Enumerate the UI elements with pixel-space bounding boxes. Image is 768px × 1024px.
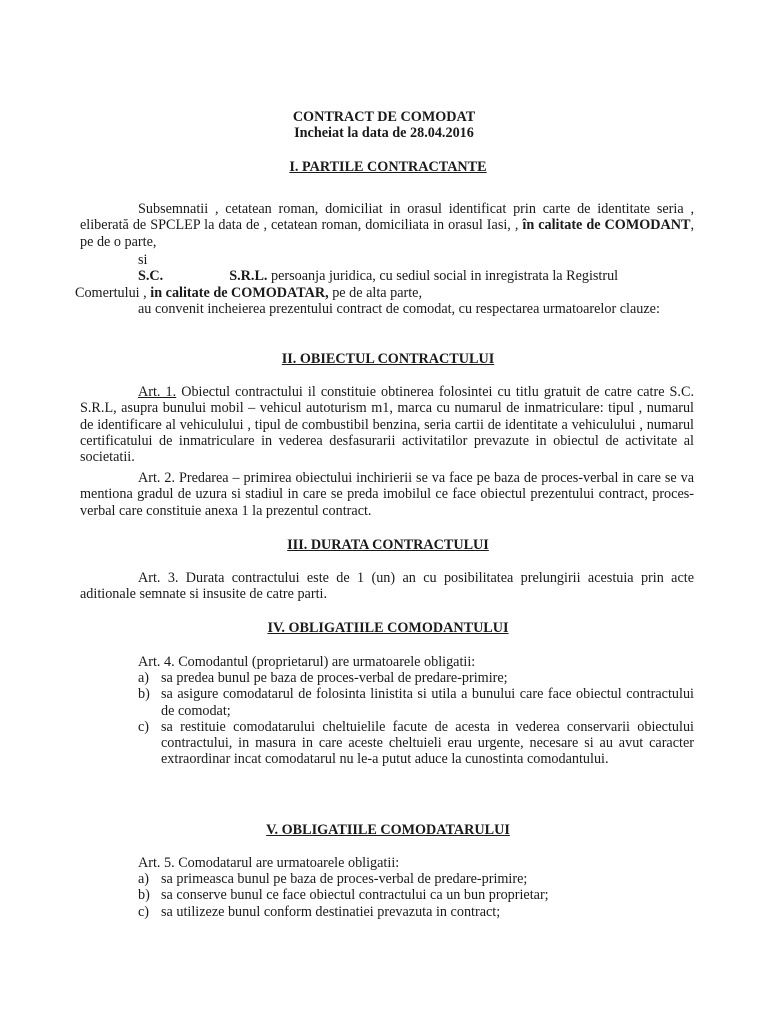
list-item-text: sa predea bunul pe baza de proces-verbal de predare-primire; xyxy=(161,670,508,686)
comodant-end: , pe de o parte, xyxy=(80,217,694,250)
article-1 xyxy=(80,384,694,465)
article-1-text: Obiectul contractului il constituie obtinerea folosintei cu titlu gratuit de catre catre S.C. S.R.L, asupra bunului mobil – vehicul autoturism m1, marca cu numarul de inmatriculare: tipul , numarul de identificare al vehiculului , tipul de combustibil benzina, seria cartii de identitate a vehiculului , numarul certificatului de inmatriculare in vederea desfasurarii activitatilor prevazute in obiectul de activitate al societatii. xyxy=(80,384,694,466)
srl-label: S.R.L. xyxy=(229,268,268,284)
list-marker: a) xyxy=(138,670,150,686)
comodatar-end: pe de alta parte, xyxy=(328,285,423,301)
list-marker: b) xyxy=(138,887,150,904)
section-1-heading: I. PARTILE CONTRACTANTE xyxy=(289,159,487,175)
list-item-text: sa asigure comodatarul de folosinta linistita si utila a bunului care face obiectul contractului de comodat; xyxy=(161,686,694,719)
contract-date: Incheiat la data de 28.04.2016 xyxy=(294,125,474,141)
comodatar-line-1 xyxy=(138,268,713,284)
comodant-obligations-list xyxy=(138,670,694,768)
agreement-paragraph: au convenit incheierea prezentului contract de comodat, cu respectarea urmatoarelor clauze: xyxy=(138,301,660,317)
section-4-heading: IV. OBLIGATIILE COMODANTULUI xyxy=(267,620,509,636)
parties-paragraph-comodant xyxy=(80,201,694,250)
article-5-intro: Art. 5. Comodatarul are urmatoarele obligatii: xyxy=(138,855,400,871)
article-4-intro: Art. 4. Comodantul (proprietarul) are urmatoarele obligatii: xyxy=(138,654,476,670)
conjunction-si: si xyxy=(138,252,148,268)
contract-title: CONTRACT DE COMODAT xyxy=(292,109,476,125)
list-item-text: sa restituie comodatarului cheltuielile facute de acesta in vederea conservarii obiectului contractului, in masura in care aceste cheltuieli erau urgente, necesare si au avut caracter extraordinar incat comodatarul nu le-a putut aduce la cunostinta comodantului. xyxy=(161,718,694,768)
comodant-role: în calitate de COMODANT xyxy=(522,217,691,234)
article-2: Art. 2. Predarea – primirea obiectului inchirierii se va face pe baza de proces-verbal in care se va mentiona gradul de uzura si stadiul in care se preda imobilul ce face obiectul prezentului contract, proces-verbal care constituie anexa 1 la prezentul contract. xyxy=(80,470,694,519)
section-2-heading: II. OBIECTUL CONTRACTULUI xyxy=(281,351,495,367)
list-item xyxy=(138,670,694,686)
list-marker: c) xyxy=(138,718,150,735)
list-item xyxy=(138,904,694,920)
article-3: Art. 3. Durata contractului este de 1 (un) an cu posibilitatea prelungirii acestuia prin acte aditionale semnate si insusite de catre parti. xyxy=(80,570,694,603)
comodant-text: Subsemnatii , cetatean roman, domiciliat in orasul identificat prin carte de identitate seria , eliberată de SPCLEP la data de , cetatean roman, domiciliata in orasul Iasi, , xyxy=(80,201,694,234)
section-5-heading: V. OBLIGATIILE COMODATARULUI xyxy=(266,822,510,838)
sc-label: S.C. xyxy=(138,268,164,284)
list-item xyxy=(138,686,694,719)
section-3-heading: III. DURATA CONTRACTULUI xyxy=(287,537,489,553)
comodatar-details: persoanja juridica, cu sediul social in inregistrata la Registrul xyxy=(267,268,619,284)
registry-text: Comertului , xyxy=(75,285,151,301)
list-marker: a) xyxy=(138,871,150,887)
list-item xyxy=(138,887,694,903)
article-1-label: Art. 1. xyxy=(138,384,177,400)
list-marker: c) xyxy=(138,903,150,920)
comodatar-role: in calitate de COMODATAR, xyxy=(150,285,329,301)
list-item xyxy=(138,871,694,887)
list-marker: b) xyxy=(138,686,150,703)
list-item-text: sa conserve bunul ce face obiectul contractului ca un bun proprietar; xyxy=(161,887,549,904)
list-item xyxy=(138,719,694,768)
comodatar-line-2 xyxy=(75,285,422,301)
comodatar-obligations-list xyxy=(138,871,694,920)
list-item-text: sa utilizeze bunul conform destinatiei prevazuta in contract; xyxy=(161,903,501,920)
list-item-text: sa primeasca bunul pe baza de proces-verbal de predare-primire; xyxy=(161,871,528,887)
